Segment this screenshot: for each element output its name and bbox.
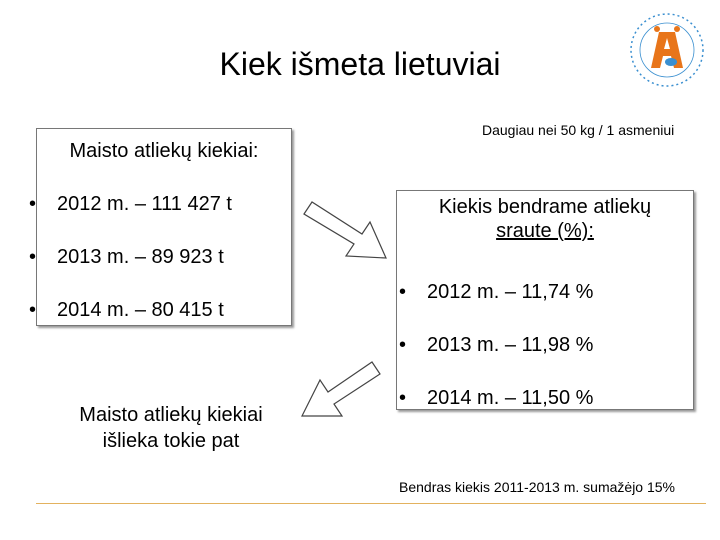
waste-remains-text: Maisto atliekų kiekiai išlieka tokie pat xyxy=(79,404,263,452)
slide-title: Kiek išmeta lietuviai xyxy=(219,46,501,82)
total-decrease-note: Bendras kiekis 2011-2013 m. sumažėjo 15% xyxy=(399,479,676,495)
block-arrow-left-down-icon xyxy=(298,358,384,424)
waste-share-item: • 2013 m. – 11,98 % xyxy=(399,334,594,356)
waste-share-heading: Kiekis bendrame atliekų sraute (%): xyxy=(438,196,652,242)
waste-amount-item: • 2013 m. – 89 923 t xyxy=(29,246,224,268)
waste-amounts-heading: Maisto atliekų kiekiai: xyxy=(69,140,259,162)
ministry-logo-icon xyxy=(627,10,707,90)
per-person-note: Daugiau nei 50 kg / 1 asmeniui xyxy=(482,122,675,138)
block-arrow-right-down-icon xyxy=(300,198,392,264)
footer-divider xyxy=(36,503,706,504)
waste-share-item: • 2012 m. – 11,74 % xyxy=(399,281,594,303)
waste-amount-item: • 2014 m. – 80 415 t xyxy=(29,299,224,321)
waste-share-box xyxy=(396,190,694,410)
waste-amount-item: • 2012 m. – 111 427 t xyxy=(29,193,232,215)
waste-amounts-box xyxy=(29,128,292,326)
waste-share-item: • 2014 m. – 11,50 % xyxy=(399,387,594,409)
